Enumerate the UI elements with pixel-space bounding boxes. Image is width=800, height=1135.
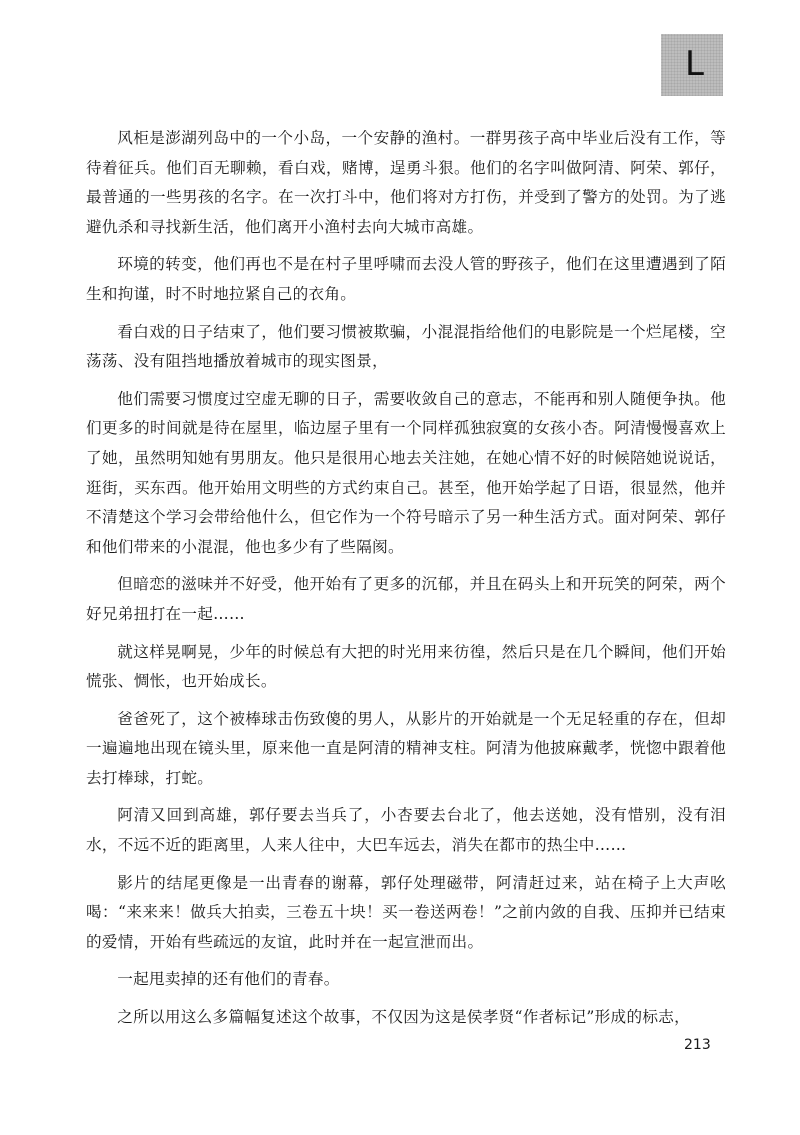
- paragraph: 但暗恋的滋味并不好受，他开始有了更多的沉郁，并且在码头上和开玩笑的阿荣，两个好兄弟扭打在一起……: [86, 575, 726, 623]
- body-text: [86, 124, 726, 1041]
- paragraph: 影片的结尾更像是一出青春的谢幕，郭仔处理磁带，阿清赶过来，站在椅子上大声吆喝：“来来来！做兵大拍卖，三卷五十块！买一卷送两卷！”之前内敛的自我、压抑并已结束的爱情，开始有些疏远的友谊，此时并在一起宣泄而出。: [86, 873, 726, 951]
- paragraph: 看白戏的日子结束了，他们要习惯被欺骗，小混混指给他们的电影院是一个烂尾楼，空荡荡、没有阻挡地播放着城市的现实图景，: [86, 322, 726, 371]
- paragraph: 就这样晃啊晃，少年的时候总有大把的时光用来彷徨，然后只是在几个瞬间，他们开始慌张、惆怅，也开始成长。: [86, 642, 726, 691]
- paragraph: 阿清又回到高雄，郭仔要去当兵了，小杏要去台北了，他去送她，没有惜别，没有泪水，不远不近的距离里，人来人往中，大巴车远去，消失在都市的热尘中……: [86, 806, 726, 855]
- paragraph: 爸爸死了，这个被棒球击伤致傻的男人，从影片的开始就是一个无足轻重的存在，但却一遍遍地出现在镜头里，原来他一直是阿清的精神支柱。阿清为他披麻戴孝，恍惚中跟着他去打棒球，打蛇。: [86, 709, 726, 787]
- paragraph: 之所以用这么多篇幅复述这个故事，不仅因为这是侯孝贤“作者标记”形成的标志，: [117, 1008, 691, 1027]
- paragraph: 环境的转变，他们再也不是在村子里呼啸而去没人管的野孩子，他们在这里遭遇到了陌生和拘谨，时不时地拉紧自己的衣角。: [86, 255, 726, 303]
- page-number: 213: [684, 1037, 711, 1053]
- paragraph: 一起甩卖掉的还有他们的青春。: [117, 970, 340, 989]
- chapter-letter: L: [685, 44, 704, 84]
- paragraph: 他们需要习惯度过空虚无聊的日子，需要收敛自己的意志，不能再和别人随便争执。他们更多的时间就是待在屋里，临边屋子里有一个同样孤独寂寞的女孩小杏。阿清慢慢喜欢上了她，虽然明知她有男朋友。他只是很用心地去关注她，在她心情不好的时候陪她说说话，逛街，买东西。他开始用文明些的方式约束自己。甚至，他开始学起了日语，很显然，他并不清楚这个学习会带给他什么，但它作为一个符号暗示了另一种生活方式。面对阿荣、郭仔和他们带来的小混混，他也多少有了些隔阂。: [86, 389, 726, 556]
- chapter-tab: [661, 34, 723, 96]
- paragraph: 风柜是澎湖列岛中的一个小岛，一个安静的渔村。一群男孩子高中毕业后没有工作，等待着征兵。他们百无聊赖，看白戏，赌博，逞勇斗狠。他们的名字叫做阿清、阿荣、郭仔，最普通的一些男孩的名字。在一次打斗中，他们将对方打伤，并受到了警方的处罚。为了逃避仇杀和寻找新生活，他们离开小渔村去向大城市高雄。: [86, 129, 726, 236]
